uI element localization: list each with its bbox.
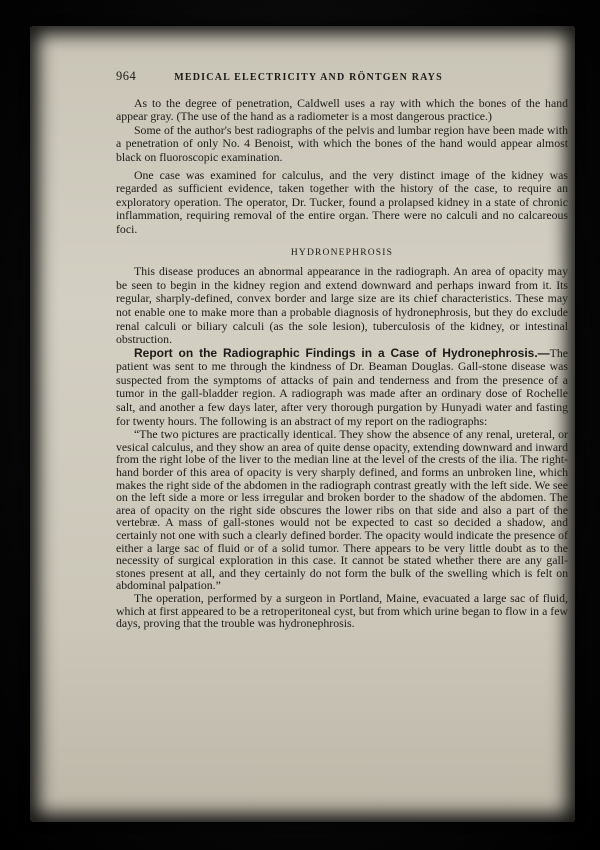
page-number: 964	[116, 69, 137, 83]
paragraph-report	[116, 347, 568, 429]
report-heading: Report on the Radiographic Findings in a Case of Hydronephrosis.—	[134, 345, 550, 360]
running-head	[116, 70, 568, 85]
section-heading: HYDRONEPHROSIS	[290, 247, 394, 258]
paragraph-author-radiographs: Some of the author's best radiographs of the pelvis and lumbar region have been made with a penetration of only No. 4 Benoist, with which the bones of the hand would appear almost black on fluoroscopic examination.	[116, 122, 568, 164]
book-page	[30, 26, 575, 822]
paragraph-operation: The operation, performed by a surgeon in Portland, Maine, evacuated a large sac of fluid, which at first appeared to be a retroperitoneal cyst, but from which urine began to flow in a few days, proving that the trouble was hydronephrosis.	[116, 590, 568, 631]
paragraph-calculus-case: One case was examined for calculus, and the very distinct image of the kidney was regarded as sufficient evidence, taken together with the history of the case, to require an exploratory operation. The operator, Dr. Tucker, found a prolapsed kidney in a state of chronic inflammation, requiring removal of the entire organ. There were no calculi and no calcareous foci.	[116, 167, 568, 236]
paragraph-hydronephrosis-intro: This disease produces an abnormal appearance in the radiograph. An area of opacity may be seen to begin in the kidney region and extend downward and perhaps inward from it. Its regular, sharply-defined, convex border and large size are its chief characteristics. These may not enable one to make more than a probable diagnosis of hydronephrosis, but they do exclude renal calculi or biliary calculi (as the sole lesion), tuberculosis of the kidney, or intestinal obstruction.	[116, 264, 568, 347]
running-title: MEDICAL ELECTRICITY AND RÖNTGEN RAYS	[174, 72, 443, 83]
quoted-report: “The two pictures are practically identical. They show the absence of any renal, ureteral, or vesical calculus, and they show an area of quite dense opacity, extending downward and inward from the right lobe of the liver to the median line at the level of the crests of the ilia. The right-hand border of this area of opacity is very sharply defined, and forms an unbroken line, which makes the right side of the abdomen in the radiograph contrast greatly with the left side. We see on the left side a more or less irregular and broken border to the shadow of the abdomen. The area of opacity on the right side obscures the lower ribs on that side and also a part of the vertebræ. A mass of gall-stones would not be expected to cast so decided a shadow, and certainly not one with such a clearly defined border. The opacity would indicate the presence of either a large sac of fluid or of a solid tumor. There appears to be very little doubt as to the necessity of surgical exploration in this case. It cannot be stated whether there are any gall-stones present at all, and they certainly do not form the bulk of the swelling which is felt on abdominal palpation.”	[116, 427, 568, 593]
page-text-block	[116, 70, 568, 630]
paragraph-penetration: As to the degree of penetration, Caldwell uses a ray with which the bones of the hand appear gray. (The use of the hand as a radiometer is a most dangerous practice.)	[116, 95, 568, 124]
report-body: The patient was sent to me through the kindness of Dr. Beaman Douglas. Gall-stone disease was suspected from the symptoms of attacks of pain and tenderness and from the presence of a tumor in the gall-bladder region. A radiograph was made after an ordinary dose of Rochelle salt, and another a few days later, after very thorough purgation by Hunyadi water and fasting for twenty hours. The following is an abstract of my report on the radiographs:	[116, 345, 568, 428]
